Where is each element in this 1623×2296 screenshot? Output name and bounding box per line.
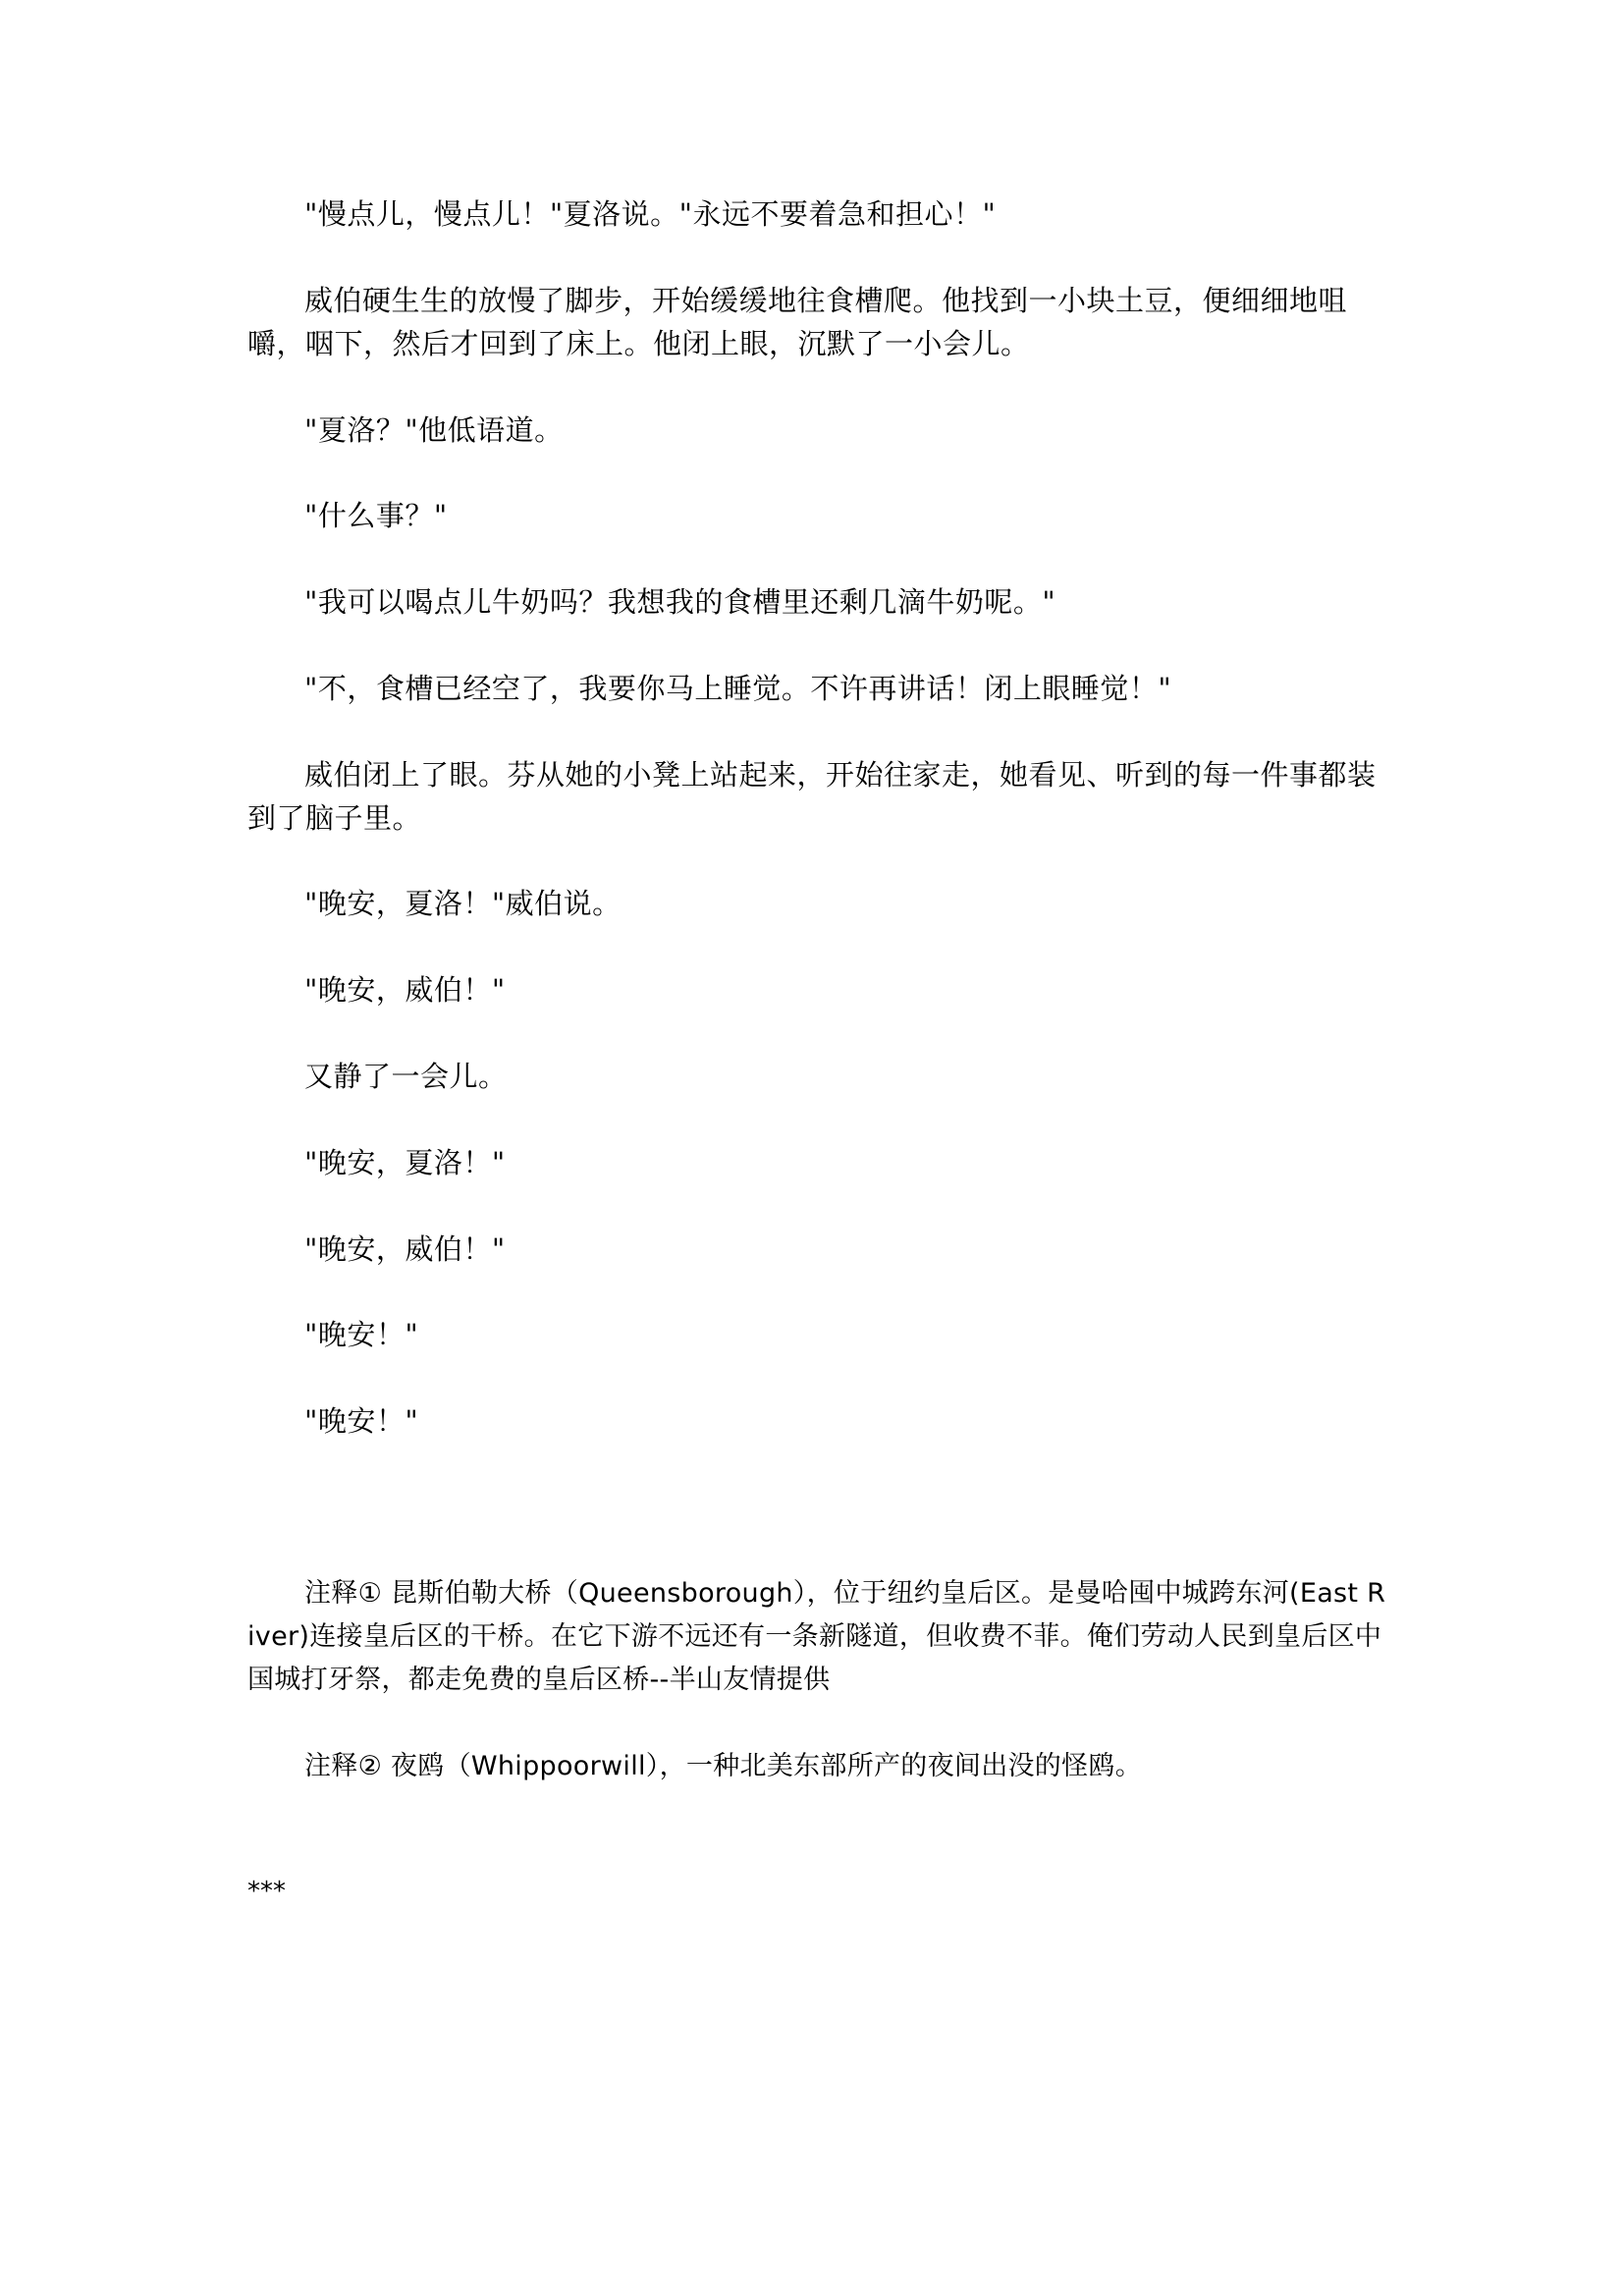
paragraph: "晚安，夏洛！"威伯说。 bbox=[304, 887, 622, 920]
paragraph: "夏洛？"他低语道。 bbox=[304, 413, 564, 447]
paragraph: "晚安，夏洛！" bbox=[304, 1146, 506, 1179]
paragraph: 又静了一会儿。 bbox=[304, 1060, 508, 1093]
paragraph: 威伯硬生生的放慢了脚步，开始缓缓地往食槽爬。他找到一小块土豆，便细细地咀嚼，咽下，然后才回到了床上。他闭上眼，沉默了一小会儿。 bbox=[247, 284, 1348, 360]
footnote-1: 注释① 昆斯伯勒大桥（Queensborough），位于纽约皇后区。是曼哈囤中城跨东河(East River)连接皇后区的干桥。在它下游不远还有一条新隧道，但收费不菲。俺们劳动人民到皇后区中国城打牙祭，都走免费的皇后区桥--半山友情提供 bbox=[247, 1578, 1386, 1695]
paragraph: "晚安，威伯！" bbox=[304, 1232, 506, 1266]
paragraph: 威伯闭上了眼。芬从她的小凳上站起来，开始往家走，她看见、听到的每一件事都装到了脑子里。 bbox=[247, 758, 1377, 835]
paragraph: "慢点儿，慢点儿！"夏洛说。"永远不要着急和担心！" bbox=[304, 197, 997, 231]
footnote-2: 注释② 夜鸥（Whippoorwill），一种北美东部所产的夜间出没的怪鸥。 bbox=[304, 1751, 1142, 1781]
paragraph: "晚安！" bbox=[304, 1318, 419, 1351]
paragraph: "晚安，威伯！" bbox=[304, 973, 506, 1007]
paragraph: "晚安！" bbox=[304, 1404, 419, 1438]
section-separator: *** bbox=[247, 1877, 286, 1906]
paragraph: "不，食槽已经空了，我要你马上睡觉。不许再讲话！闭上眼睡觉！" bbox=[304, 672, 1172, 705]
paragraph: "什么事？" bbox=[304, 499, 448, 532]
paragraph: "我可以喝点儿牛奶吗？我想我的食槽里还剩几滴牛奶呢。" bbox=[304, 585, 1056, 619]
